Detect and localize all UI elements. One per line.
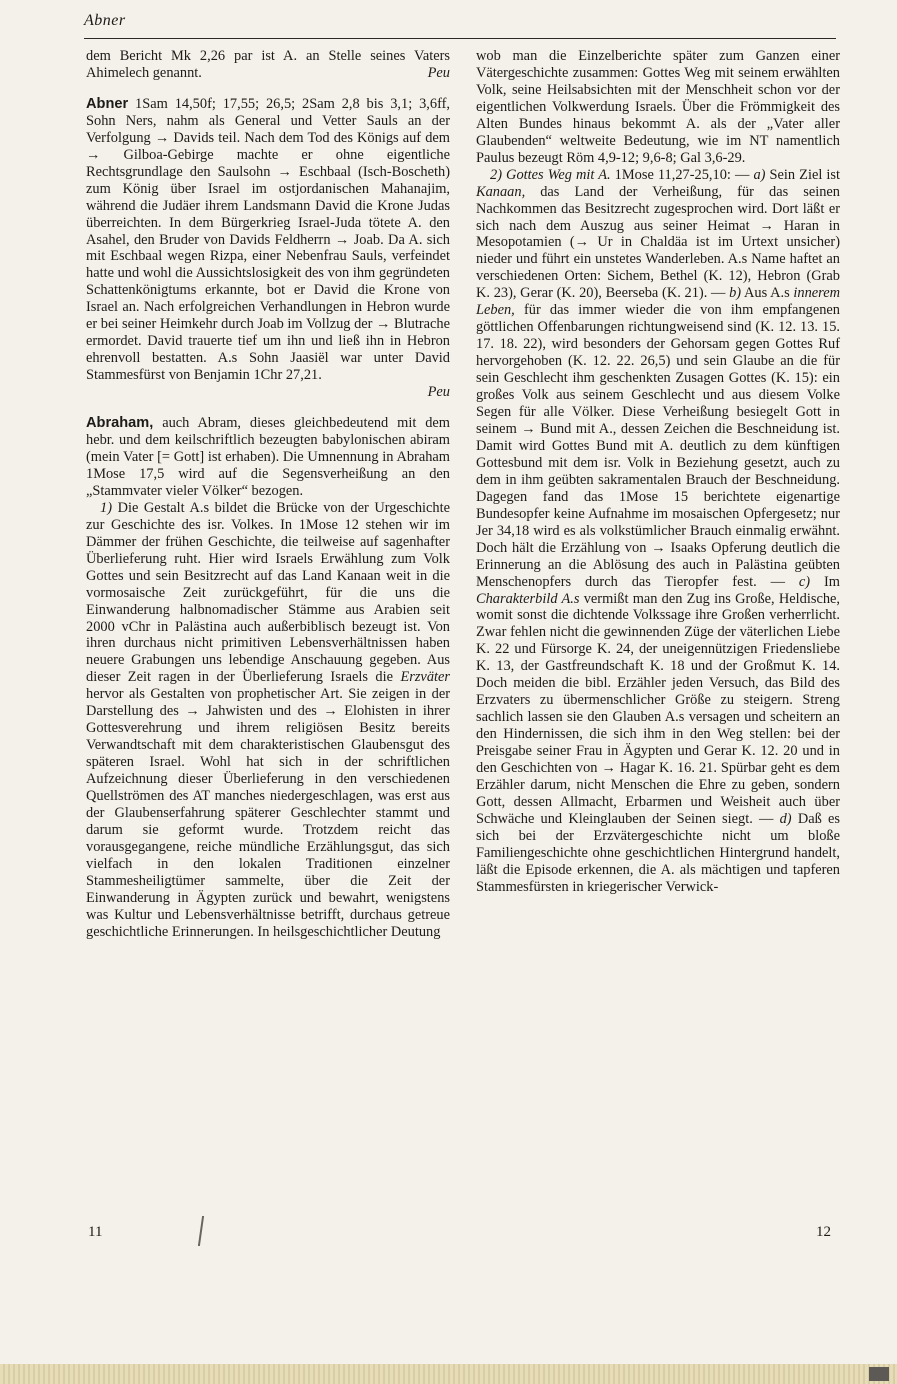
continued-paragraph bbox=[86, 48, 450, 82]
pen-mark bbox=[198, 1216, 204, 1246]
scan-edge-band bbox=[0, 1364, 897, 1384]
continued-text: dem Bericht Mk 2,26 par ist A. an Stelle seines Vaters Ahimelech genannt. bbox=[86, 48, 450, 81]
page-number-right: 12 bbox=[816, 1224, 831, 1240]
subsection-d-text: Daß es sich bei der Erzvätergeschichte nicht um bloße Familiengeschichte ohne geschichtlichen Hintergrund handelt, läßt die Episode erkennen, die A. als mächtigen und tapferen Stammesfürsten in kriegerischer Verwick- bbox=[476, 810, 840, 895]
header-rule bbox=[84, 38, 836, 39]
subsection-c-text1: Im bbox=[810, 573, 840, 590]
subsection-d-label: d) bbox=[779, 810, 792, 827]
subsection-b-label: b) bbox=[729, 285, 742, 302]
subsection-b-emphasis: innerem Leben, bbox=[476, 285, 840, 319]
subsection-b-text1: Aus A.s bbox=[741, 285, 794, 302]
scan-edge-corner bbox=[869, 1367, 889, 1381]
subsection-a-text2: das Land der Verheißung, für das seinen Nachkommen das Besitzrecht zugesprochen wird. Dort läßt er sich nach dem Auszug aus seiner Heimat → Haran in Mesopotamien (→ Ur in Chaldäa ist im Urtext unsicher) nieder und führt ein unstetes Wanderleben. A.s Name haftet an verschiedenen Orten: Sichem, Bethel (K. 12), Hebron (Grab K. 23), Gerar (K. 20), Beerseba (K. 21). — bbox=[476, 183, 840, 302]
entry-abner bbox=[86, 96, 450, 384]
page-header bbox=[84, 8, 836, 38]
author-signature: Peu bbox=[427, 64, 450, 81]
section-2-label: 2) Gottes Weg mit A. bbox=[490, 166, 611, 183]
author-signature-abner: Peu bbox=[427, 384, 450, 401]
entry-abraham bbox=[86, 415, 450, 500]
headword-abner: Abner bbox=[86, 95, 129, 112]
subsection-a-label: a) bbox=[753, 166, 766, 183]
section-2-ref: 1Mose 11,27-25,10: — bbox=[610, 166, 754, 183]
page-number-left: 11 bbox=[88, 1224, 103, 1240]
entry-abner-text: 1Sam 14,50f; 17,55; 26,5; 2Sam 2,8 bis 3,1; 3,6ff, Sohn Ners, nahm als General und Vetter Sauls an der Verfolgung → Davids teil. Nach dem Tod des Königs auf dem → Gilboa-Gebirge machte er ohne eigentliche Rechtsgrundlage den Saulsohn → Eschbaal (Isch-Boscheth) zum König über Israel im ostjordanischen Mahanajim, während die Judäer ihrem Landsmann David die Krone Judas überreichten. In dem Bürgerkrieg Israel-Juda tötete A. den Asahel, den Bruder von Davids Feldherrn → Joab. Da A. sich mit Eschbaal wegen Rizpa, einer Nebenfrau Sauls, verfeindet hatte und wohl die Aussichtslosigkeit des von ihm gegründeten Schattenkönigtums erkannte, bot er David die Krone von Israel an. Nach erfolgreichen Verhandlungen in Hebron wurde er bei seiner Heimkehr durch Joab im Vollzug der → Blutrache ermordet. David trauerte tief um ihn und ließ ihn in Hebron ehrenvoll bestatten. A.s Sohn Jaasiël war unter David Stammesfürst von Benjamin 1Chr 27,21. bbox=[86, 95, 450, 384]
headword-abraham: Abraham, bbox=[86, 415, 154, 432]
section-1 bbox=[86, 500, 450, 941]
subsection-c-text2: vermißt man den Zug ins Große, Heldische, womit sonst die dichtende Volkssage ihre Großen verherrlicht. Zwar fehlen nicht die gewinnenden Züge der väterlichen Liebe K. 22 und Fürsorge K. 24, der uneigennützigen Friedensliebe K. 13, der Gastfreundschaft K. 18 und der Großmut K. 14. Doch meiden die bibl. Erzähler jeden Versuch, das Bild des Erzvaters zu übermenschlicher Größe zu steigern. Streng sachlich lassen sie den Glauben A.s versagen und scheitern an den Hindernissen, die sich ihm in den Weg stellen: bei der Preisgabe seiner Frau in Ägypten und Gerar K. 12. 20 und in den Geschichten von → Hagar K. 16. 21. Spürbar geht es dem Erzähler darum, nicht Menschen die Ehre zu geben, sondern Gott, dessen Allmacht, Erbarmen und Weisheit auch über Schwäche und Kleinglauben der Seinen siegt. — bbox=[476, 590, 841, 827]
section-1-emphasis: Erzväter bbox=[400, 669, 450, 686]
subsection-c-label: c) bbox=[798, 573, 811, 590]
subsection-a-text1: Sein Ziel ist bbox=[765, 166, 840, 183]
subsection-b-text2: für das immer wieder die von ihm empfangenen göttlichen Offenbarungen richtungweisend sind (K. 12. 13. 15. 17. 18. 22), wird besonders der Gehorsam gegen Gottes Ruf hervorgehoben (K. 12. 22. 26,5) und sein Glaube an die für sein Geschlecht ihm geschenkten Zusagen Gottes (K. 15): ein großes Volk aus seinem Geschlecht und aus diesem Volke Segen für alle Völker. Diese Verheißung besiegelt Gott in seinem → Bund mit A., dessen Zeichen die Beschneidung ist. Damit wird Gottes Bund mit A. deutlich zu dem künftigen Gottesbund mit dem isr. Volk in Beziehung gesetzt, auch zu dem in ihm geübten sakramentalen Brauch der Beschneidung. Dagegen fand das 1Mose 15 berichtete eigenartige Bundesopfer keine Aufnahme im mosaischen Opfergesetz; nur Jer 34,18 wird es als volkstümlicher Brauch einmalig erwähnt. Doch hält die Erzählung von → Isaaks Opferung deutlich die Erinnerung an die Ablösung des auch in Palästina geübten Menschenopfers durch das Tieropfer fest. — bbox=[476, 302, 840, 590]
section-1-label: 1) bbox=[100, 499, 112, 516]
left-column bbox=[86, 48, 450, 941]
running-head: Abner bbox=[84, 12, 126, 29]
right-column bbox=[476, 48, 840, 896]
section-1-text-b: hervor als Gestalten von prophetischer Art. Sie zeigen in der Darstellung des → Jahwisten und des → Elohisten in ihrer Gottesverehrung und ihrem religiösen Besitz bereits Verwandtschaft mit dem charakteristischen Glaubensgut des späteren Israel. Wohl hat sich in der schriftlichen Aufzeichnung dieser Überlieferung in den verschiedenen Quellströmen des AT manches niedergeschlagen, was erst aus der Glaubenserfahrung späterer Geschlechter stammt und darum sie geformt wurde. Trotzdem reicht das vorausgegangene, reiche mündliche Erzählungsgut, das sich vielfach in den lokalen Traditionen einzelner Stammesheiligtümer sammelte, über die Zeit der Einwanderung in Ägypten zurück und bewahrt, wenigstens was Kultur und Lebensverhältnisse betrifft, durchaus getreue geschichtliche Erinnerungen. In heilsgeschichtlicher Deutung bbox=[86, 686, 450, 940]
subsection-c-emphasis: Charakterbild A.s bbox=[476, 590, 580, 607]
right-continued-paragraph: wob man die Einzelberichte später zum Ganzen einer Vätergeschichte zusammen: Gottes Weg mit seinem erwählten Volk, seine Heilsabsichten mit der Menschheit schon vor der eigentlichen Volkwerdung Israels. Über die Frömmigkeit des Alten Bundes hinaus bekommt A. als der „Vater aller Glaubenden“ weltweite Bedeutung, wie im NT namentlich Paulus bezeugt Röm 4,9-12; 9,6-8; Gal 3,6-29. bbox=[476, 48, 840, 166]
entry-abraham-intro: auch Abram, dieses gleichbedeutend mit dem hebr. und dem keilschriftlich bezeugten babylonischen abiram (mein Vater [= Gott] ist erhaben). Die Umnennung in Abraham 1Mose 17,5 wird auf die Segensverheißung an den „Stammvater vieler Völker“ bezogen. bbox=[86, 415, 450, 499]
section-2 bbox=[476, 167, 840, 896]
subsection-a-emphasis: Kanaan, bbox=[476, 183, 526, 200]
section-1-text-a: Die Gestalt A.s bildet die Brücke von der Urgeschichte zur Geschichte des isr. Volkes. In 1Mose 12 stehen wir im Dämmer der frühen Geschichte, die teilweise auf sagenhafter Überlieferung ruht. Hier wird Israels Erwählung zum Volk Gottes und sein Besitzrecht auf das Land Kanaan weit in die vormosaische Zeit zurückgeführt, für die uns die Einwanderung halbnomadischer Stämme aus Arabien seit 2000 vChr in Palästina auch außerbiblisch bezeugt ist. Von ihren durchaus nicht primitiven Lebensverhältnissen haben neuere Grabungen uns lebendige Anschauung gegeben. Aus dieser Zeit ragen in der Überlieferung Israels die bbox=[86, 499, 450, 686]
